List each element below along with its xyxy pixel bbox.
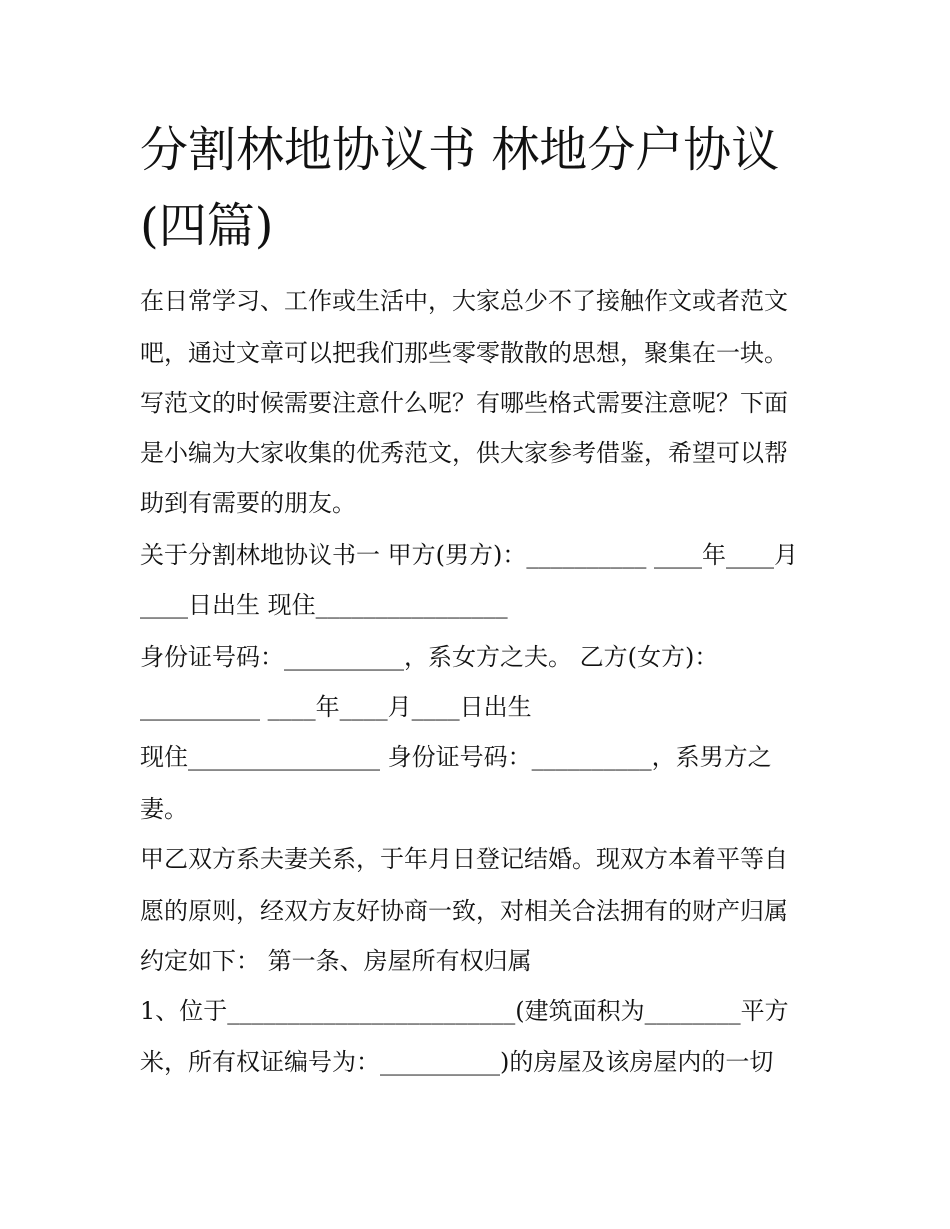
body-line: 吧，通过文章可以把我们那些零零散散的思想，聚集在一块。 xyxy=(140,339,788,367)
body-line: 甲乙双方系夫妻关系，于年月日登记结婚。现双方本着平等自 xyxy=(140,845,788,873)
body-line: 助到有需要的朋友。 xyxy=(140,489,356,517)
body-line: 写范文的时候需要注意什么呢？有哪些格式需要注意呢？下面 xyxy=(140,389,788,417)
title-line-1: 分割林地协议书 林地分户协议 xyxy=(140,122,780,178)
body-line: 在日常学习、工作或生活中，大家总少不了接触作文或者范文 xyxy=(140,287,788,315)
body-line: 身份证号码：__________，系女方之夫。 乙方(女方)： xyxy=(140,643,719,671)
body-line: 愿的原则，经双方友好协商一致，对相关合法拥有的财产归属 xyxy=(140,897,788,925)
body-line: 妻。 xyxy=(140,795,188,823)
body-line: 是小编为大家收集的优秀范文，供大家参考借鉴，希望可以帮 xyxy=(140,439,788,467)
body-line: __________ ____年____月____日出生 xyxy=(140,693,532,721)
body-line: 关于分割林地协议书一 甲方(男方)：__________ ____年____月 xyxy=(140,541,798,569)
body-line: ____日出生 现住________________ xyxy=(140,591,508,619)
title-line-2: (四篇) xyxy=(140,198,274,254)
body-line: 约定如下： 第一条、房屋所有权归属 xyxy=(140,947,532,975)
document-title xyxy=(140,112,820,264)
body-line: 米，所有权证编号为：__________)的房屋及该房屋内的一切 xyxy=(140,1048,774,1076)
body-line: 现住________________ 身份证号码：__________，系男方之 xyxy=(140,743,772,771)
body-line: 1、位于________________________(建筑面积为________平方 xyxy=(140,997,789,1025)
